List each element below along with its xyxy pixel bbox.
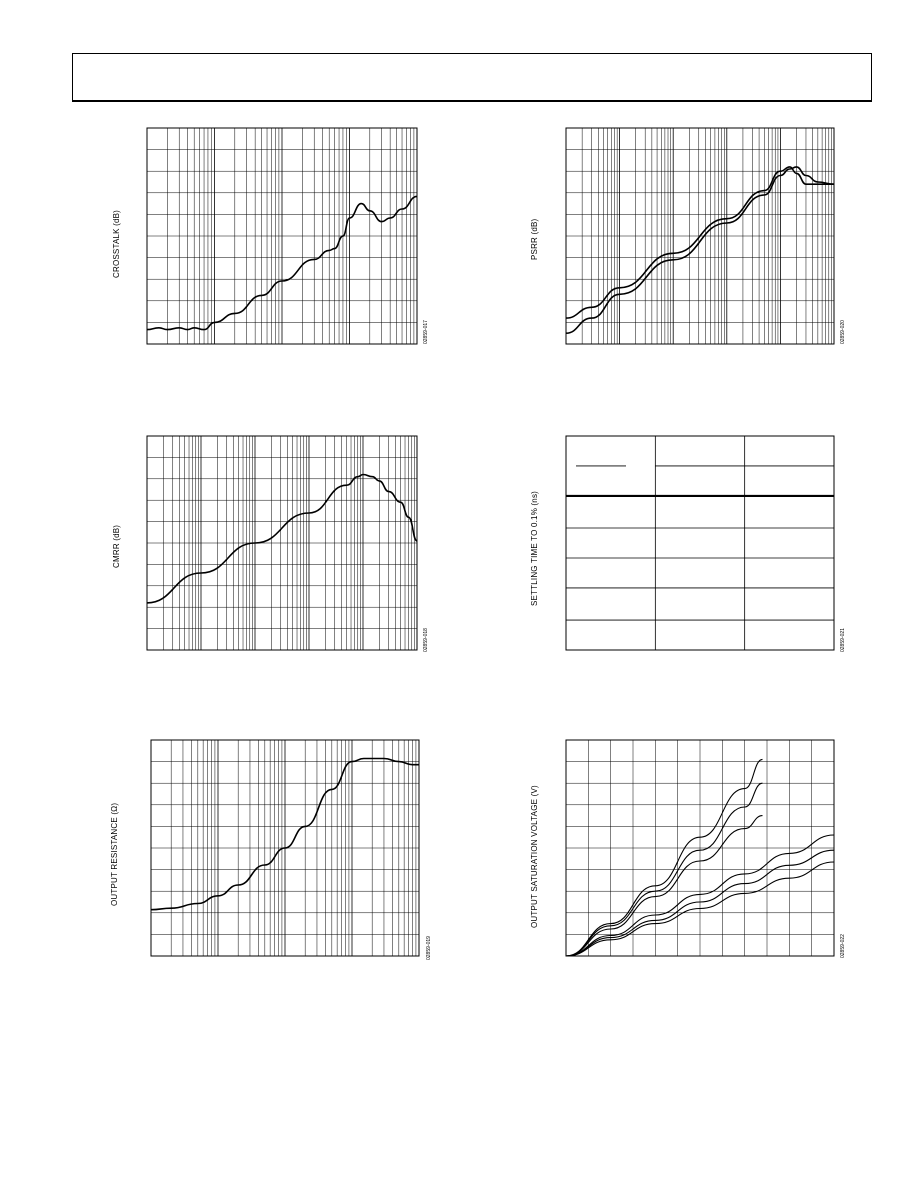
chart-crosstalk xyxy=(100,120,440,360)
grid xyxy=(147,436,417,650)
output-resistance-figure-id: 02859-019 xyxy=(426,936,432,960)
cmrr-plot xyxy=(100,428,440,668)
page-header-box xyxy=(72,53,872,102)
chart-output-saturation xyxy=(520,732,860,972)
saturation-ylabel: OUTPUT SATURATION VOLTAGE (V) xyxy=(530,785,539,928)
chart-output-resistance xyxy=(100,732,440,972)
cmrr-ylabel: CMRR (dB) xyxy=(112,524,121,568)
crosstalk-ylabel: CROSSTALK (dB) xyxy=(112,210,121,278)
series-line-1 xyxy=(566,759,763,956)
saturation-figure-id: 02859-022 xyxy=(840,934,846,958)
table-frame xyxy=(566,436,834,650)
table-grid xyxy=(566,436,834,650)
psrr-figure-id: 02859-020 xyxy=(840,320,846,344)
output-resistance-ylabel: OUTPUT RESISTANCE (Ω) xyxy=(110,802,119,906)
crosstalk-figure-id: 02859-017 xyxy=(423,320,429,344)
series-line-2 xyxy=(566,167,834,333)
settling-ylabel: SETTLING TIME TO 0.1% (ns) xyxy=(530,490,539,606)
output-resistance-plot xyxy=(100,732,440,972)
settling-figure-id: 02859-021 xyxy=(840,628,846,652)
series-group xyxy=(147,475,417,603)
cmrr-figure-id: 02859-018 xyxy=(423,628,429,652)
saturation-plot xyxy=(520,732,860,972)
series-group xyxy=(566,167,834,333)
series-line-1 xyxy=(147,475,417,603)
psrr-plot xyxy=(520,120,860,360)
settling-table xyxy=(520,428,860,668)
grid xyxy=(147,128,417,344)
chart-settling-time xyxy=(520,428,860,668)
psrr-ylabel: PSRR (dB) xyxy=(530,218,539,260)
crosstalk-plot xyxy=(100,120,440,360)
chart-psrr xyxy=(520,120,860,360)
chart-cmrr xyxy=(100,428,440,668)
